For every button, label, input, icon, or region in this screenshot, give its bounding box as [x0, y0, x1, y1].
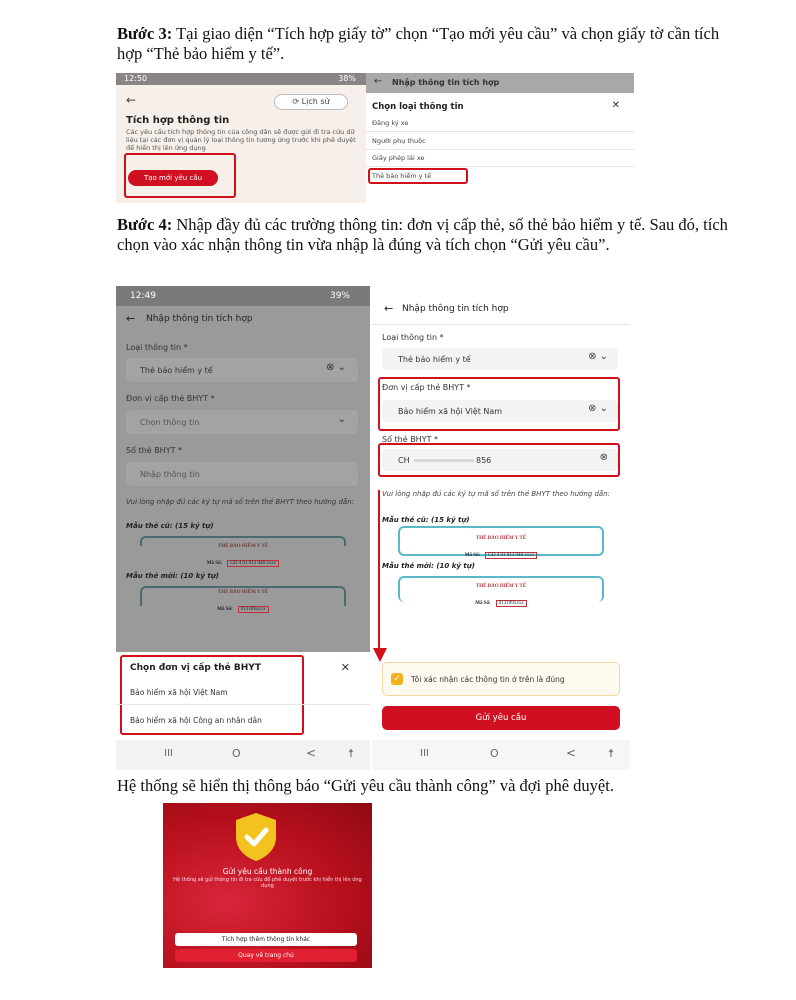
screenshot-select-issuer	[116, 286, 370, 770]
sheet-title: Chọn đơn vị cấp thẻ BHYT	[130, 663, 261, 673]
android-nav-bar	[372, 740, 630, 770]
card-new-code: 013109xxxx	[496, 600, 527, 607]
confirm-label: Tôi xác nhận các thông tin ở trên là đúng	[411, 675, 565, 684]
card-old-code: GD 4 01 013 048 xxxx	[485, 552, 537, 559]
card-old-code: GD 4 01 013 048 xxxx	[227, 560, 279, 567]
number-placeholder: Nhập thông tin	[140, 470, 200, 479]
hint-text: Vui lòng nhập đủ các ký tự mã số trên thẻ BHYT theo hướng dẫn:	[382, 490, 610, 498]
new-sample-label: Mẫu thẻ mới: (10 ký tự)	[382, 562, 475, 570]
issuer-option-vss[interactable]: Bảo hiểm xã hội Việt Nam	[130, 688, 228, 697]
back-icon[interactable]: ←	[126, 312, 136, 325]
result-paragraph: Hệ thống sẽ hiển thị thông báo “Gửi yêu cầu thành công” và đợi phê duyệt.	[117, 776, 614, 795]
create-request-button[interactable]: Tạo mới yêu cầu	[128, 170, 218, 186]
close-icon[interactable]: ✕	[611, 100, 620, 111]
screenshot-filled-form	[372, 286, 630, 770]
old-sample-label: Mẫu thẻ cũ: (15 ký tự)	[382, 516, 470, 524]
card-ms-label: Mã Số:	[475, 601, 491, 606]
new-card-sample	[116, 590, 370, 614]
page-title: Tích hợp thông tin	[126, 115, 230, 126]
card-title: THẺ BẢO HIỂM Y TẾ	[475, 536, 527, 541]
header-title: Nhập thông tin tích hợp	[402, 304, 509, 314]
option-health-insurance[interactable]: Thẻ bảo hiểm y tế	[372, 172, 432, 180]
type-select[interactable]	[126, 358, 358, 382]
issuer-bottom-sheet	[116, 652, 370, 740]
android-nav-bar	[116, 740, 370, 770]
dim-header	[366, 73, 634, 93]
go-home-button[interactable]: Quay về trang chủ	[175, 949, 357, 962]
header-title: Nhập thông tin tích hợp	[392, 78, 500, 87]
status-bar	[116, 73, 366, 85]
back-icon[interactable]: ←	[384, 302, 394, 315]
number-input[interactable]	[382, 449, 618, 471]
page-description: Các yêu cầu tích hợp thông tin của công dân sẽ được gửi đi tra cứu dữ liệu tại các đơn vị quản lý loại thông tin tương ứng trước khi phê duyệt để hiển thị lên ứng dụng	[126, 128, 356, 152]
divider	[366, 131, 634, 132]
status-battery: 39%	[329, 291, 350, 301]
recent-apps-icon[interactable]: III	[420, 748, 429, 759]
step3-paragraph	[117, 24, 737, 64]
home-icon[interactable]: O	[232, 747, 241, 760]
type-label: Loại thông tin *	[382, 333, 444, 342]
clear-and-chevron-icon[interactable]: ⊗ ⌄	[326, 362, 346, 373]
new-card-sample	[372, 584, 630, 608]
checkbox-checked-icon[interactable]: ✓	[391, 673, 403, 685]
number-suffix: 856	[476, 456, 492, 465]
issuer-option-police-ss[interactable]: Bảo hiểm xã hội Công an nhân dân	[130, 716, 262, 725]
type-label: Loại thông tin *	[126, 343, 188, 352]
card-ms-label: Mã Số:	[464, 553, 481, 558]
back-icon[interactable]: ←	[126, 93, 137, 107]
type-select[interactable]	[382, 348, 618, 370]
history-icon: ⟳	[292, 97, 302, 106]
divider	[366, 166, 634, 167]
accessibility-icon[interactable]: ☨	[608, 747, 614, 760]
divider	[372, 324, 630, 325]
issuer-label: Đơn vị cấp thẻ BHYT *	[126, 394, 215, 403]
type-value: Thẻ bảo hiểm y tế	[140, 366, 213, 375]
screenshot-integration-home	[116, 73, 366, 203]
sheet-title: Chọn loại thông tin	[372, 102, 464, 112]
back-nav-icon[interactable]: <	[306, 746, 317, 760]
divider	[116, 704, 370, 705]
card-ms-label: Mã Số:	[217, 607, 233, 612]
card-title: THẺ BẢO HIỂM Y TẾ	[217, 544, 269, 549]
chevron-down-icon[interactable]: ⌄	[337, 414, 346, 425]
status-time: 12:50	[124, 74, 148, 83]
back-icon[interactable]: ←	[374, 76, 383, 87]
screenshot-success	[163, 803, 372, 968]
issuer-select[interactable]	[126, 410, 358, 434]
status-bar	[116, 286, 370, 306]
recent-apps-icon[interactable]: III	[164, 748, 173, 759]
success-title: Gửi yêu cầu thành công	[222, 867, 313, 876]
type-value: Thẻ bảo hiểm y tế	[398, 355, 471, 364]
confirm-row[interactable]	[382, 662, 620, 696]
issuer-value: Bảo hiểm xã hội Việt Nam	[398, 407, 503, 416]
old-card-sample	[116, 544, 370, 568]
old-sample-label: Mẫu thẻ cũ: (15 ký tự)	[126, 522, 214, 530]
clear-icon[interactable]: ⊗	[599, 452, 608, 463]
status-time: 12:49	[130, 291, 156, 301]
number-prefix: CH	[398, 456, 410, 465]
clear-and-chevron-icon[interactable]: ⊗ ⌄	[588, 351, 608, 362]
screenshot-select-info-type	[366, 73, 634, 188]
issuer-select[interactable]	[382, 400, 618, 422]
divider	[366, 149, 634, 150]
option-vehicle-registration[interactable]: Đăng ký xe	[372, 119, 409, 127]
hint-text: Vui lòng nhập đủ các ký tự mã số trên thẻ BHYT theo hướng dẫn:	[126, 498, 354, 506]
success-desc: Hệ thống sẽ gửi thông tin đi tra cứu để phê duyệt trước khi hiển thị lên ứng dụng	[173, 877, 362, 889]
card-new-code: 013109xxxx	[238, 606, 269, 613]
history-button-label: Lịch sử	[301, 97, 330, 106]
card-ms-label: Mã Số:	[206, 561, 223, 566]
card-title: THẺ BẢO HIỂM Y TẾ	[217, 590, 269, 595]
old-card-sample	[372, 536, 630, 560]
back-nav-icon[interactable]: <	[566, 746, 577, 760]
clear-and-chevron-icon[interactable]: ⊗ ⌄	[588, 403, 608, 414]
history-button[interactable]	[274, 94, 348, 110]
integrate-more-button[interactable]: Tích hợp thêm thông tin khác	[175, 933, 357, 946]
step3-label: Bước 3:	[117, 24, 173, 43]
step4-text: Nhập đầy đủ các trường thông tin: đơn vị cấp thẻ, số thẻ bảo hiểm y tế. Sau đó, tích chọn vào xác nhận thông tin vừa nhập là đúng và tích chọn “Gửi yêu cầu”.	[117, 215, 728, 254]
redacted-digits	[414, 459, 474, 462]
number-input[interactable]	[126, 462, 358, 486]
option-dependent[interactable]: Người phụ thuộc	[372, 137, 426, 145]
issuer-placeholder: Chọn thông tin	[140, 418, 200, 427]
submit-button[interactable]: Gửi yêu cầu	[382, 706, 620, 730]
new-sample-label: Mẫu thẻ mới: (10 ký tự)	[126, 572, 219, 580]
close-icon[interactable]: ✕	[340, 661, 350, 674]
number-label: Số thẻ BHYT *	[382, 435, 439, 444]
step3-text: Tại giao diện “Tích hợp giấy tờ” chọn “Tạo mới yêu cầu” và chọn giấy tờ cần tích hợp “Thẻ bảo hiểm y tế”.	[117, 24, 720, 63]
step4-paragraph	[117, 215, 737, 255]
number-label: Số thẻ BHYT *	[126, 446, 183, 455]
accessibility-icon[interactable]: ☨	[348, 747, 354, 760]
shield-check-icon	[233, 811, 279, 863]
issuer-label: Đơn vị cấp thẻ BHYT *	[382, 383, 471, 392]
card-title: THẺ BẢO HIỂM Y TẾ	[475, 584, 527, 589]
header-title: Nhập thông tin tích hợp	[146, 314, 253, 324]
step4-label: Bước 4:	[117, 215, 173, 234]
arrow-line	[378, 490, 380, 652]
home-icon[interactable]: O	[490, 747, 499, 760]
option-driving-license[interactable]: Giấy phép lái xe	[372, 154, 425, 162]
status-battery: 38%	[338, 74, 356, 83]
